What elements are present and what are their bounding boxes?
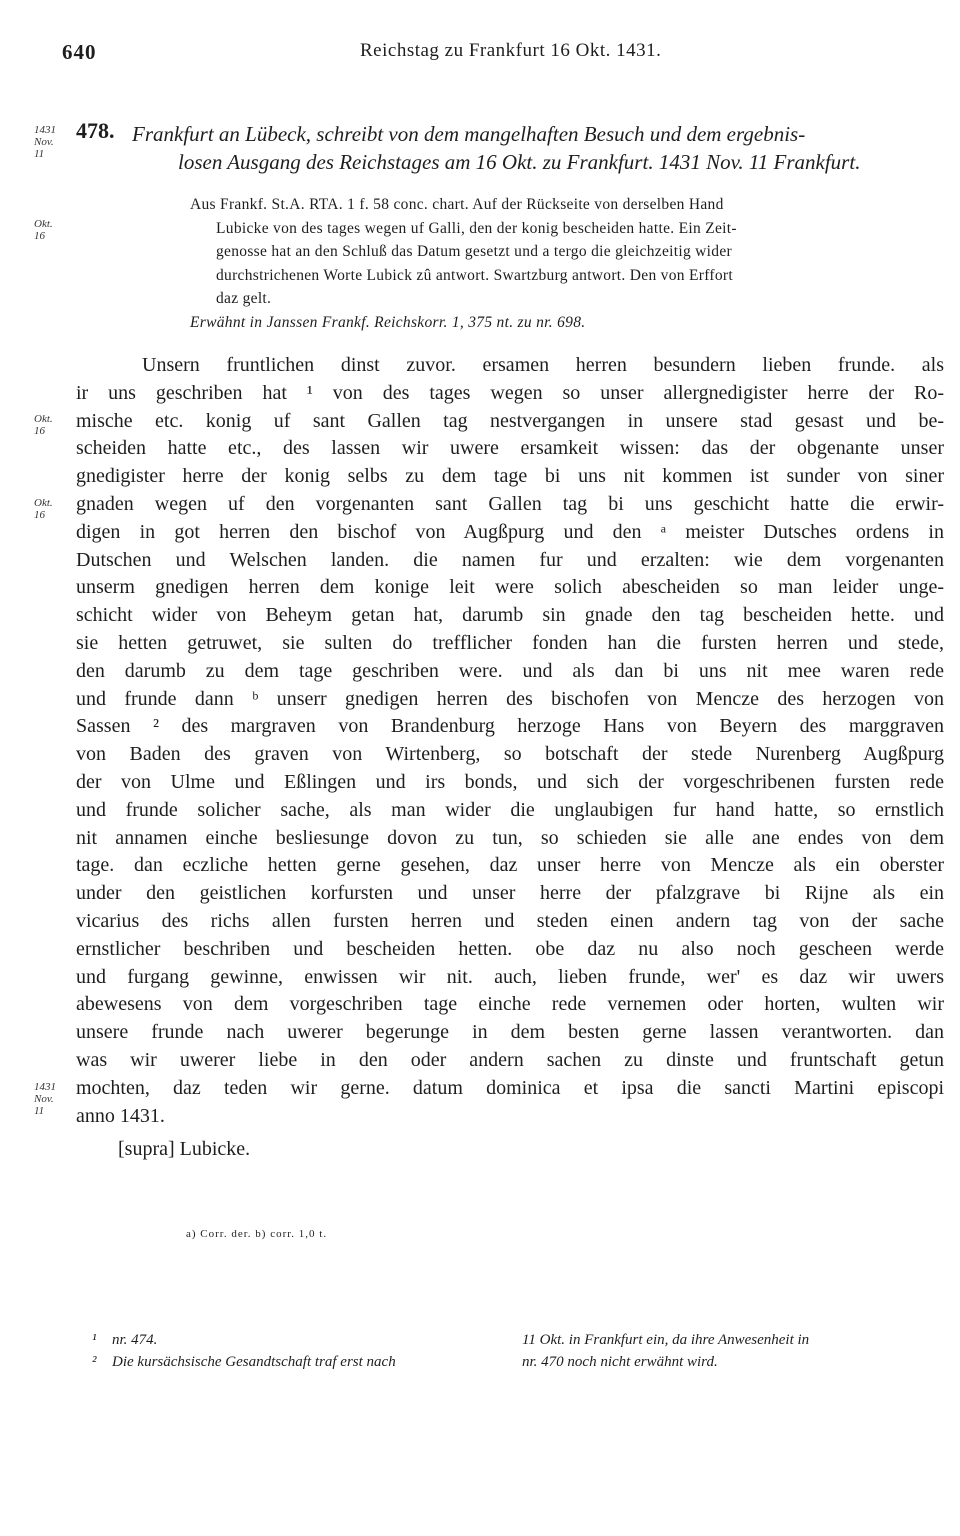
body-line: scheiden hatte etc., des lassen wir uwere ersamkeit wissen: das der obgenante unser xyxy=(76,437,944,460)
text-notes: a) Corr. der. b) corr. 1,0 t. xyxy=(186,1228,328,1240)
running-title: Reichstag zu Frankfurt 16 Okt. 1431. xyxy=(360,40,662,61)
body-line: ir uns geschriben hat ¹ von des tages wegen so unser allergnedigister herre der Ro- xyxy=(76,381,944,404)
body-line: anno 1431. xyxy=(76,1104,165,1127)
source-line: daz gelt. xyxy=(216,290,272,307)
source-note xyxy=(190,193,950,334)
body-line: Sassen ² des margraven von Brandenburg herzoge Hans von Beyern des marggraven xyxy=(76,715,944,738)
body-line: mische etc. konig uf sant Gallen tag nestvergangen in unsere stad gesast und be- xyxy=(76,409,944,432)
body-line: gnaden wegen uf den vorgenanten sant Gallen tag bi uns geschicht hatte die erwir- xyxy=(76,492,944,515)
body-line: Dutschen und Welschen landen. die namen fur und erzalten: wie dem vorgenanten xyxy=(76,548,944,571)
source-line: genosse hat an den Schluß das Datum gesetzt und a tergo die gleichzeitig wider xyxy=(216,243,732,260)
source-line: Aus Frankf. St.A. RTA. 1 f. 58 conc. chart. Auf der Rückseite von derselben Hand xyxy=(190,196,724,213)
body-line: abewesens von dem vorgeschriben tage einche rede vernemen oder horten, wulten wir xyxy=(76,993,944,1016)
body-line: schicht wider von Beheym getan hat, darumb sin gnade den tag bescheiden hette. und xyxy=(76,604,944,627)
title-line: Frankfurt an Lübeck, schreibt von dem mangelhaften Besuch und dem ergebnis- xyxy=(132,122,806,146)
body-line: und frunde dann ᵇ unserr gnedigen herren des bischofen von Mencze des herzogen von xyxy=(76,687,944,710)
body-line: nit annamen einche besliesunge dovon zu tun, so schieden sie alle ane endes von dem xyxy=(76,826,944,849)
footnote-continuation: nr. 470 noch nicht erwähnt wird. xyxy=(522,1354,718,1370)
body-line: vicarius des richs allen fursten herren und steden einen andern tag von der sache xyxy=(76,909,944,932)
body-line: ernstlicher beschriben und bescheiden hetten. obe daz nu also noch gescheen werde xyxy=(76,937,944,960)
body-line: und frunde solicher sache, als man wider die unglaubigen fur hand hatte, so ernstlich xyxy=(76,798,944,821)
body-line: der von Ulme und Eßlingen und irs bonds, und sich der vorgeschribenen fursten rede xyxy=(76,770,944,793)
body-line: tage. dan eczliche hetten gerne gesehen, daz unser herre von Mencze als ein oberster xyxy=(76,854,944,877)
address-line: [supra] Lubicke. xyxy=(118,1138,251,1161)
body-line: gnedigister herre der konig selbs zu dem tage bi uns nit kommen ist sunder von siner xyxy=(76,465,944,488)
margin-date: Okt. 16 xyxy=(34,497,53,521)
margin-date: Okt. 16 xyxy=(34,218,53,242)
body-line: unsere frunde nach uwerer begerunge in dem besten gerne lassen verantworten. dan xyxy=(76,1021,944,1044)
body-line: und furgang gewinne, enwissen wir nit. auch, lieben frunde, wer' es daz wir uwers xyxy=(76,965,944,988)
body-line: den darumb zu dem tage geschriben were. und als dan bi uns nit mee waren rede xyxy=(76,659,944,682)
body-line: Unsern fruntlichen dinst zuvor. ersamen herren besundern lieben frunde. als xyxy=(142,354,944,376)
mention-line: Erwähnt in Janssen Frankf. Reichskorr. 1, 375 nt. zu nr. 698. xyxy=(190,313,586,331)
source-line: durchstrichenen Worte Lubick zû antwort. Swartzburg antwort. Den von Erffort xyxy=(216,266,733,284)
margin-date: 1431 Nov. 11 xyxy=(34,1081,56,1117)
body-line: digen in got herren den bischof von Augßpurg und den ᵃ meister Dutsches ordens in xyxy=(76,520,944,543)
page-number: 640 xyxy=(62,40,97,64)
footnote-mark: ² xyxy=(92,1354,97,1370)
body-line: was wir uwerer liebe in den oder andern sachen zu dinste und fruntschaft getun xyxy=(76,1048,944,1071)
body-line: sie hetten getruwet, sie sulten do trefflicher fonden han die fursten herren und stede, xyxy=(76,631,944,654)
source-line: Lubicke von des tages wegen uf Galli, den der konig bescheiden hatte. Ein Zeit- xyxy=(216,219,737,237)
document-title xyxy=(132,120,960,176)
document-number: 478. xyxy=(76,118,115,143)
title-line: losen Ausgang des Reichstages am 16 Okt. zu Frankfurt. 1431 Nov. 11 Frankfurt. xyxy=(178,150,861,174)
footnote: nr. 474. xyxy=(112,1332,158,1348)
margin-date: Okt. 16 xyxy=(34,413,53,437)
footnote: Die kursächsische Gesandtschaft traf erst nach xyxy=(112,1354,396,1370)
footnote-mark: ¹ xyxy=(92,1332,97,1348)
margin-date: 1431 Nov. 11 xyxy=(34,124,56,160)
body-line: under den geistlichen korfursten und unser herre der pfalzgrave bi Rijne als ein xyxy=(76,882,944,905)
body-line: unserm gnedigen herren dem konige leit were solich abescheiden so man leider unge- xyxy=(76,576,944,599)
body-line: mochten, daz teden wir gerne. datum dominica et ipsa die sancti Martini episcopi xyxy=(76,1076,944,1099)
body-line: von Baden des graven von Wirtenberg, so botschaft der stede Nurenberg Augßpurg xyxy=(76,743,944,766)
letter-body xyxy=(76,352,944,1164)
footnote-continuation: 11 Okt. in Frankfurt ein, da ihre Anwesenheit in xyxy=(522,1332,810,1348)
